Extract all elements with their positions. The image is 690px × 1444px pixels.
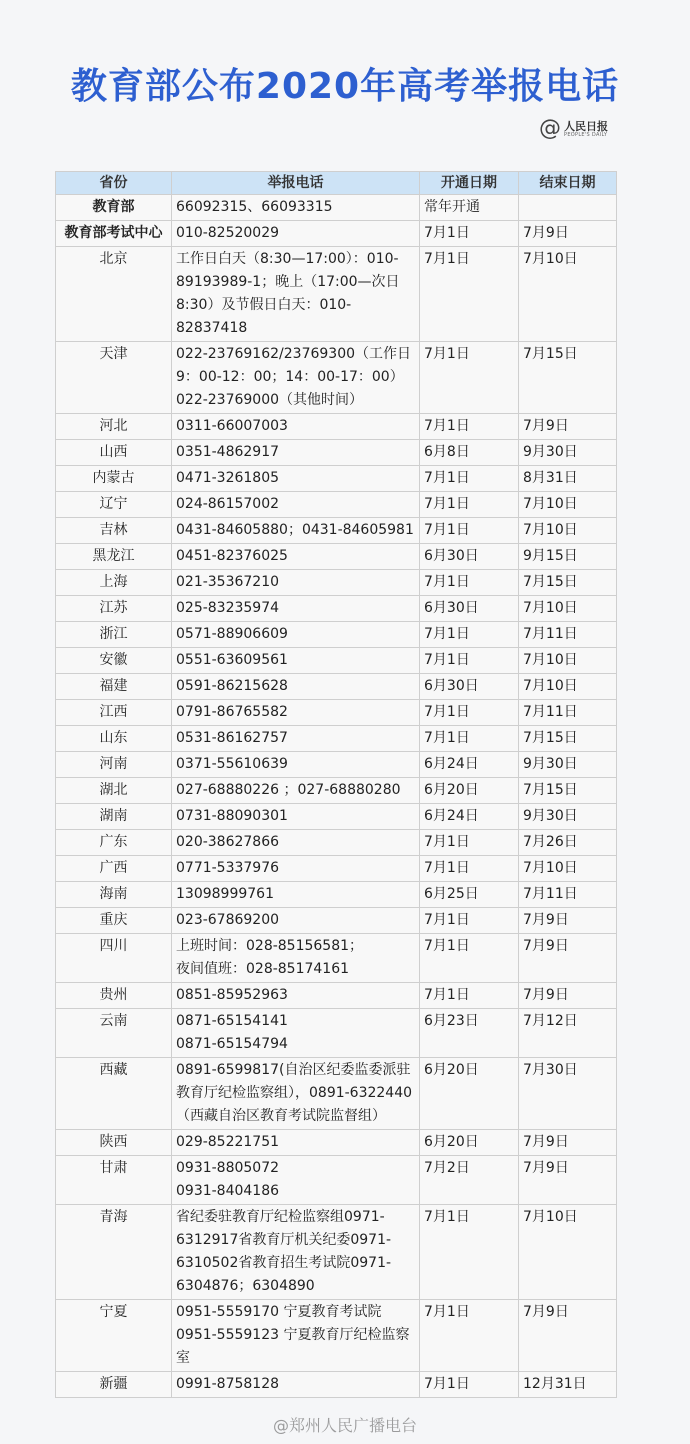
phone-line: 省纪委驻教育厅纪检监察组0971-6312917省教育厅机关纪委0971-6310502省教育招生考试院0971-6304876；6304890 [176,1209,392,1294]
phone-line: 0471-3261805 [176,470,280,486]
watermark: @郑州人民广播电台 [272,1416,417,1435]
province-cell: 辽宁 [56,492,172,518]
start-date-cell: 6月24日 [420,804,519,830]
start-date-cell: 7月1日 [420,648,519,674]
start-date-cell: 6月24日 [420,752,519,778]
phone-cell [172,674,420,700]
table-row [56,440,617,466]
start-date-cell: 7月1日 [420,856,519,882]
province-cell: 吉林 [56,518,172,544]
phone-line: 0991-8758128 [176,1376,280,1392]
phone-cell [172,247,420,342]
start-date-cell: 7月1日 [420,908,519,934]
phone-cell [172,882,420,908]
phone-line: 024-86157002 [176,496,280,512]
province-cell: 重庆 [56,908,172,934]
phone-cell [172,700,420,726]
start-date-cell: 7月1日 [420,342,519,414]
province-cell: 教育部考试中心 [56,221,172,247]
phone-line: 0791-86765582 [176,704,288,720]
phone-cell [172,1372,420,1398]
end-date-cell [519,195,617,221]
start-date-cell: 7月1日 [420,726,519,752]
phone-line: 021-35367210 [176,574,280,590]
province-cell: 上海 [56,570,172,596]
table-row [56,1300,617,1372]
end-date-cell: 7月11日 [519,882,617,908]
province-cell: 湖北 [56,778,172,804]
phone-line: 025-83235974 [176,600,280,616]
table-row [56,1372,617,1398]
brand-en: PEOPLE'S DAILY [564,131,608,138]
phone-line: 0931-8404186 [176,1183,280,1199]
province-cell: 贵州 [56,983,172,1009]
start-date-cell: 7月1日 [420,414,519,440]
table-row [56,830,617,856]
province-cell: 山西 [56,440,172,466]
end-date-cell: 7月10日 [519,247,617,342]
start-date-cell: 7月1日 [420,492,519,518]
end-date-cell: 7月11日 [519,622,617,648]
province-cell: 北京 [56,247,172,342]
phone-line: 0891-6599817(自治区纪委监委派驻教育厅纪检监察组），0891-6322440（西藏自治区教育考试院监督组） [176,1062,413,1124]
phone-line: 夜间值班：028-85174161 [176,961,350,977]
start-date-cell: 7月1日 [420,700,519,726]
phone-cell [172,908,420,934]
start-date-cell: 6月8日 [420,440,519,466]
end-date-cell: 9月30日 [519,804,617,830]
start-date-cell: 7月2日 [420,1156,519,1205]
table-row [56,908,617,934]
phone-cell [172,1205,420,1300]
start-date-cell: 常年开通 [420,195,519,221]
phone-line: 上班时间：028-85156581； [176,938,364,954]
end-date-cell: 7月9日 [519,1156,617,1205]
start-date-cell: 7月1日 [420,983,519,1009]
end-date-cell: 7月15日 [519,342,617,414]
province-cell: 陕西 [56,1130,172,1156]
phone-cell [172,804,420,830]
phone-line: 0771-5337976 [176,860,280,876]
header-start: 开通日期 [420,172,519,195]
start-date-cell: 6月25日 [420,882,519,908]
table-row [56,648,617,674]
table-row [56,492,617,518]
province-cell: 天津 [56,342,172,414]
phone-cell [172,466,420,492]
phone-line: 029-85221751 [176,1134,280,1150]
province-cell: 西藏 [56,1058,172,1130]
end-date-cell: 7月10日 [519,674,617,700]
table-row [56,221,617,247]
header-province: 省份 [56,172,172,195]
end-date-cell: 7月15日 [519,726,617,752]
phone-line: 0431-84605880；0431-84605981 [176,522,414,538]
phone-line: 0951-5559123 宁夏教育厅纪检监察室 [176,1327,410,1366]
phone-cell [172,622,420,648]
end-date-cell: 7月9日 [519,1300,617,1372]
table-row [56,195,617,221]
province-cell: 广西 [56,856,172,882]
table-row [56,544,617,570]
phone-cell [172,1009,420,1058]
start-date-cell: 7月1日 [420,1372,519,1398]
table-row [56,1009,617,1058]
end-date-cell: 7月15日 [519,570,617,596]
province-cell: 广东 [56,830,172,856]
table-row [56,934,617,983]
table-row [56,752,617,778]
start-date-cell: 6月23日 [420,1009,519,1058]
phone-line: 66092315、66093315 [176,199,333,215]
phone-line: 0731-88090301 [176,808,288,824]
table-row [56,983,617,1009]
phone-cell [172,195,420,221]
province-cell: 青海 [56,1205,172,1300]
header-phone: 举报电话 [172,172,420,195]
end-date-cell: 7月10日 [519,518,617,544]
brand-name: 人民日报 [564,119,608,133]
phone-cell [172,752,420,778]
end-date-cell: 7月9日 [519,983,617,1009]
end-date-cell: 7月9日 [519,1130,617,1156]
province-cell: 四川 [56,934,172,983]
start-date-cell: 6月20日 [420,1130,519,1156]
phone-line: 0551-63609561 [176,652,288,668]
phone-cell [172,1058,420,1130]
phone-line: 0591-86215628 [176,678,288,694]
phone-cell [172,1156,420,1205]
start-date-cell: 7月1日 [420,830,519,856]
start-date-cell: 7月1日 [420,934,519,983]
table-row [56,518,617,544]
start-date-cell: 7月1日 [420,570,519,596]
end-date-cell: 9月15日 [519,544,617,570]
province-cell: 河南 [56,752,172,778]
phone-cell [172,934,420,983]
phone-cell [172,778,420,804]
phone-line: 0451-82376025 [176,548,288,564]
end-date-cell: 7月12日 [519,1009,617,1058]
phone-cell [172,414,420,440]
end-date-cell: 7月9日 [519,414,617,440]
table-row [56,1205,617,1300]
hotline-table [55,171,617,1398]
province-cell: 内蒙古 [56,466,172,492]
table-body [56,195,617,1398]
province-cell: 湖南 [56,804,172,830]
start-date-cell: 6月30日 [420,544,519,570]
phone-line: 13098999761 [176,886,274,902]
province-cell: 甘肃 [56,1156,172,1205]
start-date-cell: 7月1日 [420,1300,519,1372]
phone-line: 0851-85952963 [176,987,288,1003]
header-end: 结束日期 [519,172,617,195]
table-row [56,247,617,342]
end-date-cell: 7月10日 [519,856,617,882]
phone-line: 020-38627866 [176,834,280,850]
province-cell: 江西 [56,700,172,726]
phone-line: 0871-65154141 [176,1013,288,1029]
province-cell: 海南 [56,882,172,908]
end-date-cell: 7月11日 [519,700,617,726]
table-row [56,622,617,648]
end-date-cell: 7月9日 [519,221,617,247]
province-cell: 教育部 [56,195,172,221]
phone-cell [172,1130,420,1156]
phone-cell [172,518,420,544]
start-date-cell: 7月1日 [420,221,519,247]
start-date-cell: 7月1日 [420,1205,519,1300]
table-header-row [56,172,617,195]
phone-line: 0571-88906609 [176,626,288,642]
phone-line: 0371-55610639 [176,756,288,772]
phone-cell [172,492,420,518]
phone-line: 0931-8805072 [176,1160,280,1176]
table-row [56,804,617,830]
table-row [56,700,617,726]
phone-line: 022-23769162/23769300（工作日9：00-12：00；14：00-17：00）022-23769000（其他时间） [176,346,412,408]
start-date-cell: 7月1日 [420,518,519,544]
phone-line: 0951-5559170 宁夏教育考试院 [176,1304,382,1320]
phone-cell [172,726,420,752]
phone-line: 023-67869200 [176,912,280,928]
province-cell: 云南 [56,1009,172,1058]
end-date-cell: 7月9日 [519,934,617,983]
phone-cell [172,221,420,247]
table-row [56,726,617,752]
phone-line: 0311-66007003 [176,418,288,434]
table-row [56,570,617,596]
end-date-cell: 9月30日 [519,440,617,466]
start-date-cell: 6月20日 [420,778,519,804]
end-date-cell: 7月15日 [519,778,617,804]
phone-cell [172,544,420,570]
start-date-cell: 6月20日 [420,1058,519,1130]
phone-cell [172,648,420,674]
province-cell: 安徽 [56,648,172,674]
phone-cell [172,596,420,622]
phone-cell [172,856,420,882]
province-cell: 福建 [56,674,172,700]
start-date-cell: 7月1日 [420,622,519,648]
phone-line: 010-82520029 [176,225,280,241]
table-row [56,596,617,622]
phone-line: 0531-86162757 [176,730,288,746]
end-date-cell: 7月9日 [519,908,617,934]
table-row [56,674,617,700]
phone-cell [172,830,420,856]
province-cell: 山东 [56,726,172,752]
phone-line: 工作日白天（8:30—17:00）：010-89193989-1；晚上（17:00—次日8:30）及节假日白天：010-82837418 [176,251,400,336]
phone-cell [172,570,420,596]
province-cell: 江苏 [56,596,172,622]
end-date-cell: 8月31日 [519,466,617,492]
phone-cell [172,983,420,1009]
province-cell: 黑龙江 [56,544,172,570]
start-date-cell: 7月1日 [420,247,519,342]
end-date-cell: 9月30日 [519,752,617,778]
start-date-cell: 7月1日 [420,466,519,492]
end-date-cell: 7月30日 [519,1058,617,1130]
phone-cell [172,440,420,466]
phone-line: 0871-65154794 [176,1036,288,1052]
phone-cell [172,1300,420,1372]
table-row [56,778,617,804]
table-row [56,414,617,440]
province-cell: 宁夏 [56,1300,172,1372]
page-title: 教育部公布2020年高考举报电话 [70,66,620,107]
province-cell: 新疆 [56,1372,172,1398]
end-date-cell: 7月10日 [519,596,617,622]
table-row [56,856,617,882]
phone-line: 027-68880226 ；027-68880280 [176,782,401,798]
end-date-cell: 7月10日 [519,1205,617,1300]
phone-cell [172,342,420,414]
table-row [56,466,617,492]
province-cell: 浙江 [56,622,172,648]
at-icon: @ [539,116,561,141]
table-row [56,1156,617,1205]
end-date-cell: 7月26日 [519,830,617,856]
table-row [56,1058,617,1130]
start-date-cell: 6月30日 [420,674,519,700]
end-date-cell: 12月31日 [519,1372,617,1398]
phone-line: 0351-4862917 [176,444,280,460]
start-date-cell: 6月30日 [420,596,519,622]
end-date-cell: 7月10日 [519,648,617,674]
table-row [56,1130,617,1156]
end-date-cell: 7月10日 [519,492,617,518]
province-cell: 河北 [56,414,172,440]
brand-logo [539,118,608,140]
table-row [56,342,617,414]
table-row [56,882,617,908]
